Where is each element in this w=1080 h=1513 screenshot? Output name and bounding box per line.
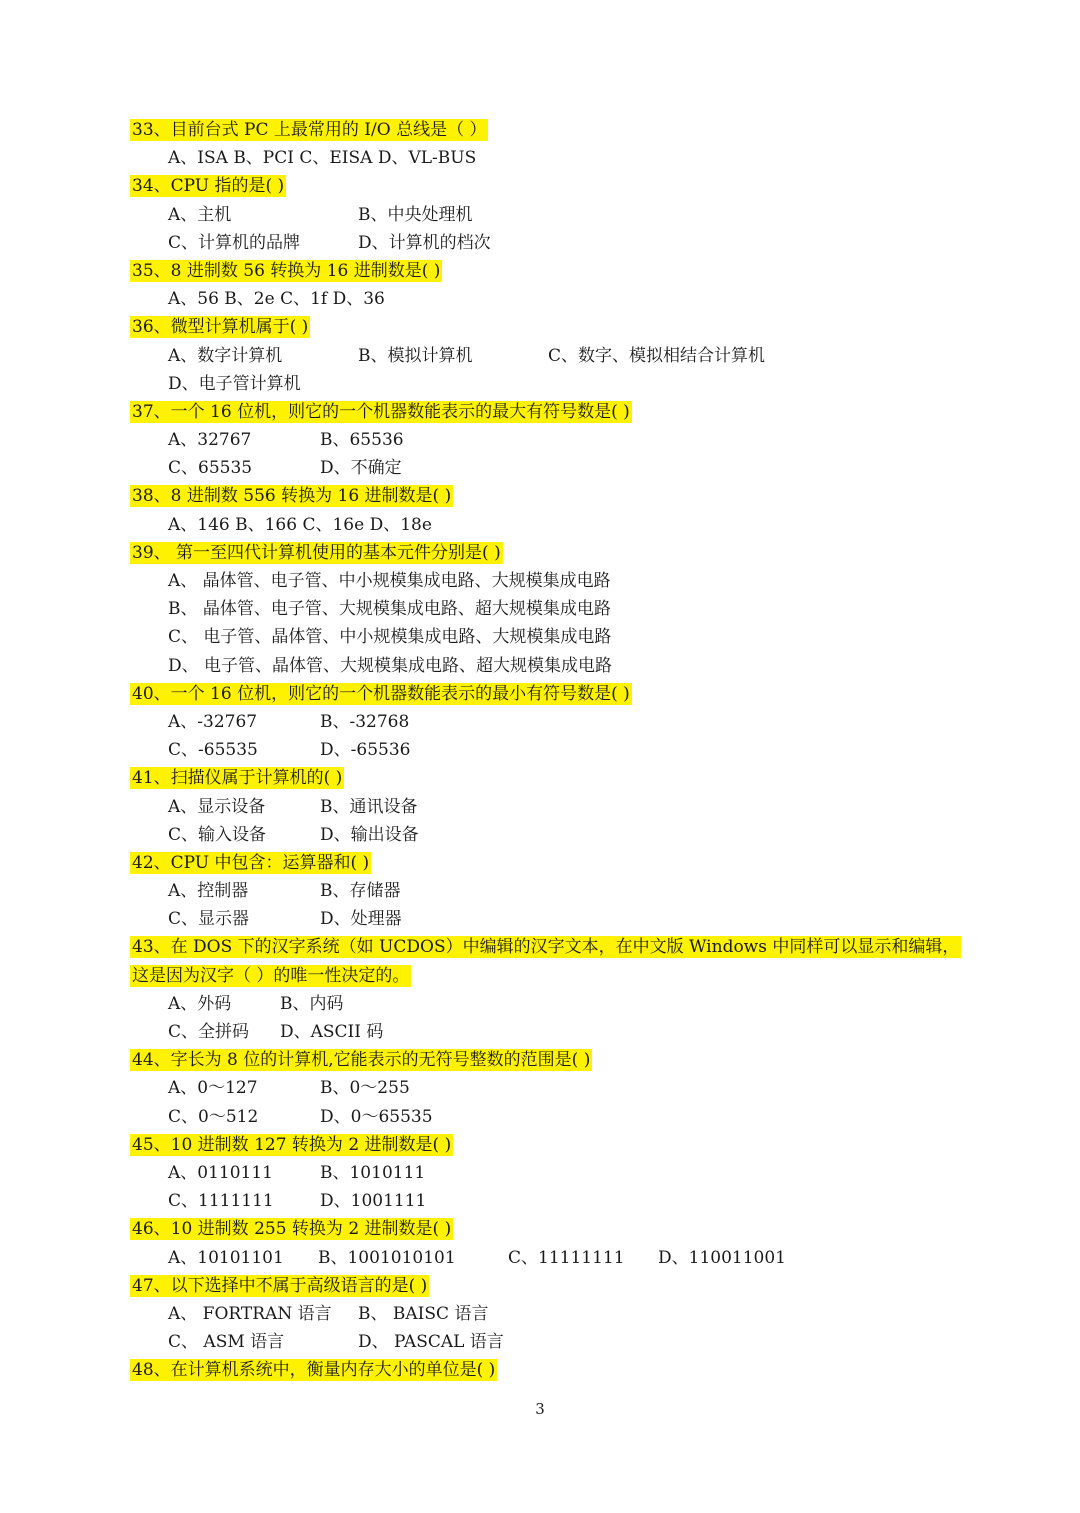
options-row [130,285,1010,313]
option: B、 BAISC 语言 [358,1303,489,1324]
option: B、 晶体管、电子管、大规模集成电路、超大规模集成电路 [168,599,611,620]
options-row [130,821,1010,849]
question-47 [130,1272,1010,1300]
question-text: 35、8 进制数 56 转换为 16 进制数是( ) [132,260,441,281]
option: D、 PASCAL 语言 [358,1332,504,1353]
question-text: 34、CPU 指的是( ) [132,176,285,197]
option: A、外码 [168,993,232,1014]
option: A、 FORTRAN 语言 [168,1303,332,1324]
option: A、数字计算机 [168,345,283,366]
options-row [130,201,1010,229]
option: A、0110111 [168,1162,273,1183]
question-text: 37、一个 16 位机，则它的一个机器数能表示的最大有符号数是( ) [132,401,630,422]
option: D、处理器 [320,909,402,930]
question-48 [130,1356,1010,1384]
option: D、1001111 [320,1191,427,1212]
question-46 [130,1215,1010,1243]
question-39 [130,539,1010,567]
option: A、主机 [168,204,232,225]
question-36 [130,313,1010,341]
question-43-continued [130,962,1010,990]
options-row [130,652,1010,680]
option: B、中央处理机 [358,204,473,225]
question-40 [130,680,1010,708]
option: D、 电子管、晶体管、大规模集成电路、超大规模集成电路 [168,655,613,676]
option: D、110011001 [658,1247,786,1268]
question-text: 46、10 进制数 255 转换为 2 进制数是( ) [132,1219,452,1240]
option: C、1111111 [168,1191,274,1212]
options-row [130,1018,1010,1046]
question-44 [130,1046,1010,1074]
question-text: 45、10 进制数 127 转换为 2 进制数是( ) [132,1134,452,1155]
options-row [130,426,1010,454]
options-row [130,905,1010,933]
options-row [130,1187,1010,1215]
options-row [130,229,1010,257]
options-row [130,793,1010,821]
question-text: 42、CPU 中包含：运算器和( ) [132,852,370,873]
option: B、-32768 [320,711,410,732]
option: A、56 B、2e C、1f D、36 [168,289,385,310]
option: C、-65535 [168,740,258,761]
question-text: 38、8 进制数 556 转换为 16 进制数是( ) [132,486,452,507]
page-number: 3 [535,1400,545,1418]
options-row [130,990,1010,1018]
options-row [130,454,1010,482]
question-text: 41、扫描仪属于计算机的( ) [132,768,343,789]
option: C、11111111 [508,1247,625,1268]
question-35 [130,257,1010,285]
option: C、全拼码 [168,1022,250,1042]
option: A、-32767 [168,711,258,732]
option: B、通讯设备 [320,796,418,817]
option: D、计算机的档次 [358,232,491,253]
question-text: 43、在 DOS 下的汉字系统（如 UCDOS）中编辑的汉字文本，在中文版 Windows 中同样可以显示和编辑， [132,937,960,958]
options-row [130,144,1010,172]
question-text: 48、在计算机系统中，衡量内存大小的单位是( ) [132,1360,496,1381]
option: C、 电子管、晶体管、中小规模集成电路、大规模集成电路 [168,627,612,648]
option: A、0～127 [168,1078,258,1099]
options-row [130,1159,1010,1187]
options-row [130,736,1010,764]
question-text: 47、以下选择中不属于高级语言的是( ) [132,1275,428,1296]
option: C、 ASM 语言 [168,1332,285,1353]
options-row [130,342,1010,370]
option: C、计算机的品牌 [168,232,301,253]
option: B、模拟计算机 [358,345,473,366]
option: B、1001010101 [318,1247,456,1268]
question-text: 40、一个 16 位机，则它的一个机器数能表示的最小有符号数是( ) [132,683,630,704]
question-41 [130,764,1010,792]
option: A、32767 [168,430,252,451]
option: C、显示器 [168,909,250,930]
question-text: 33、目前台式 PC 上最常用的 I/O 总线是（ ） [132,120,487,140]
option: D、输出设备 [320,824,419,845]
question-38 [130,482,1010,510]
option: C、数字、模拟相结合计算机 [548,345,766,366]
options-row [130,623,1010,651]
option: A、 晶体管、电子管、中小规模集成电路、大规模集成电路 [168,571,611,591]
question-42 [130,849,1010,877]
option: B、存储器 [320,881,401,902]
option: A、146 B、166 C、16e D、18e [168,514,432,535]
option: D、不确定 [320,458,402,479]
question-37 [130,398,1010,426]
question-43 [130,933,1010,961]
option: A、10101101 [168,1247,284,1268]
options-row [130,708,1010,736]
question-text: 44、字长为 8 位的计算机,它能表示的无符号整数的范围是( ) [132,1050,591,1071]
option: D、ASCII 码 [280,1022,384,1042]
options-row [130,567,1010,595]
question-text: 36、微型计算机属于( ) [132,317,309,338]
option: C、0～512 [168,1106,259,1127]
option: A、控制器 [168,881,249,902]
question-list [130,116,1010,1384]
options-row [130,511,1010,539]
question-text: 这是因为汉字（ ）的唯一性决定的。 [132,965,410,986]
question-text: 39、 第一至四代计算机使用的基本元件分别是( ) [132,542,501,563]
option: A、显示设备 [168,796,266,817]
options-row [130,1074,1010,1102]
option: D、电子管计算机 [168,373,301,394]
option: B、内码 [280,993,344,1014]
question-33 [130,116,1010,144]
options-row [130,1244,1010,1272]
option: A、ISA B、PCI C、EISA D、VL-BUS [168,148,477,169]
options-row [130,595,1010,623]
options-row [130,1300,1010,1328]
option: B、65536 [320,430,404,451]
option: D、0～65535 [320,1106,433,1127]
option: B、0～255 [320,1078,410,1099]
option: B、1010111 [320,1162,426,1183]
question-34 [130,172,1010,200]
question-45 [130,1131,1010,1159]
options-row [130,877,1010,905]
options-row [130,1328,1010,1356]
option: C、65535 [168,458,253,479]
options-row [130,370,1010,398]
options-row [130,1103,1010,1131]
option: D、-65536 [320,740,411,761]
option: C、输入设备 [168,824,267,845]
